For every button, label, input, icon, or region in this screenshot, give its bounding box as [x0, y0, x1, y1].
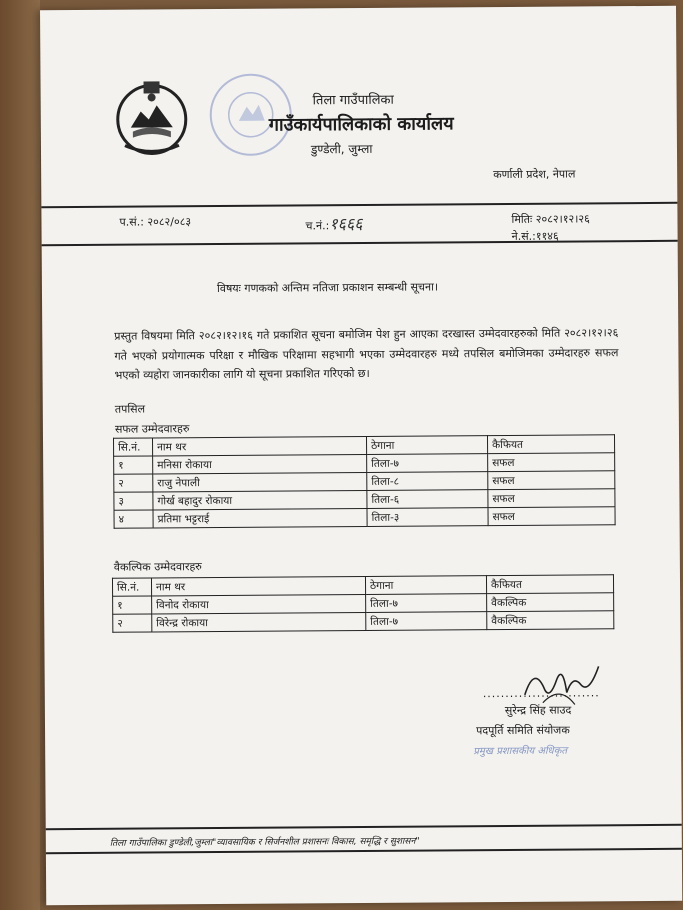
background-surface	[0, 0, 40, 910]
table-cell: सफल	[488, 471, 615, 490]
table-cell: प्रतिमा भट्टराई	[153, 508, 367, 527]
notice-document	[40, 6, 682, 905]
signatory-designation: पदपूर्ति समिति संयोजक	[476, 723, 570, 738]
municipality-name: तिला गाउँपालिका	[312, 92, 394, 109]
table-cell: वैकल्पिक	[487, 593, 614, 612]
table-cell: तिला-८	[367, 472, 488, 491]
table-cell: १	[114, 456, 153, 474]
table-cell: विरेन्द्र रोकाया	[152, 612, 366, 631]
footer-rule-top	[46, 824, 682, 830]
notice-subject: विषयः गणकको अन्तिम नतिजा प्रकाशन सम्बन्धी सूचना।	[216, 280, 439, 295]
header-rule-bottom	[42, 240, 678, 246]
header-rule-top	[41, 202, 677, 208]
column-header: ठेगाना	[365, 576, 486, 595]
table-cell: तिला-७	[367, 454, 488, 473]
dispatch-label: च.नं.:	[305, 219, 330, 233]
signature-line: ..........................	[482, 686, 600, 701]
table-cell: ४	[114, 510, 153, 528]
office-name: गाउँकार्यपालिकाको कार्यालय	[268, 113, 454, 136]
letter-date: मितिः २०८२।१२।२६	[511, 212, 590, 226]
table-row	[114, 507, 615, 528]
table-cell: २	[113, 614, 152, 632]
column-header: ठेगाना	[366, 436, 487, 455]
notice-body: प्रस्तुत विषयमा मिति २०८२।१२।१६ गते प्रकाशित सूचना बमोजिम पेश हुन आएका दरखास्त उम्मेदवारहरुको मिति २०८२।१२।२६ गते भएको प्रयोगात्मक परिक्षा र मौखिक परिक्षामा सहभागी भएका उम्मेदवारहरु मध्ये तपसिल बमोजिमका उम्मेदारहरु सफल भएको व्यहोरा जानकारीका लागि यो सूचना प्रकाशित गरिएको छ।	[114, 326, 619, 382]
tapsil-label: तपसिल	[114, 402, 146, 416]
table-cell: सफल	[488, 453, 615, 472]
column-header: सि.नं.	[113, 438, 152, 456]
table-cell: विनोद रोकाया	[152, 594, 366, 613]
table-cell: सफल	[488, 489, 615, 508]
column-header: नाम थर	[152, 436, 366, 455]
table-cell: १	[113, 596, 152, 614]
column-header: सि.नं.	[112, 578, 151, 596]
signatory-name: सुरेन्द्र सिंह साउद	[504, 703, 572, 717]
table-cell: तिला-६	[367, 490, 488, 509]
table-cell: ३	[114, 492, 153, 510]
alternate-candidates-table	[112, 574, 614, 633]
official-stamp: प्रमुख प्रशासकीय अधिकृत	[473, 745, 568, 758]
table-cell: तिला-३	[367, 508, 488, 527]
nepal-samvat-number: ने.सं.:११४६	[511, 229, 559, 243]
table-cell: गोर्ख बहादुर रोकाया	[153, 490, 367, 509]
nepal-emblem-icon	[110, 75, 193, 158]
table-row	[113, 611, 614, 632]
table-cell: वैकल्पिक	[487, 611, 614, 630]
office-location: डुण्डेली, जुम्ला	[310, 141, 373, 157]
table-cell: तिला-७	[366, 594, 487, 613]
table-cell: राजु नेपाली	[153, 472, 367, 491]
successful-candidates-table	[113, 434, 616, 529]
column-header: नाम थर	[151, 576, 365, 595]
footer-motto: तिला गाउँपालिका डुण्डेली,जुम्ला"व्यावसायिक र सिर्जनशील प्रशासनः विकास, समृद्धि र सुशासन"	[109, 836, 420, 849]
table-cell: तिला-७	[366, 612, 487, 631]
table-cell: मनिसा रोकाया	[153, 454, 367, 473]
dispatch-number	[305, 212, 362, 234]
footer-rule-bottom	[46, 848, 682, 854]
dispatch-handwritten-value: १६६६	[329, 213, 363, 234]
column-header: कैफियत	[487, 435, 614, 454]
alternate-heading: वैकल्पिक उम्मेदवारहरु	[113, 560, 202, 574]
table-cell: २	[114, 474, 153, 492]
successful-heading: सफल उम्मेदवारहरु	[114, 422, 190, 436]
table-cell: सफल	[488, 507, 615, 526]
column-header: कैफियत	[486, 575, 613, 594]
fiscal-year: प.सं.: २०८२/०८३	[119, 215, 192, 229]
province-label: कर्णाली प्रदेश, नेपाल	[493, 167, 576, 182]
